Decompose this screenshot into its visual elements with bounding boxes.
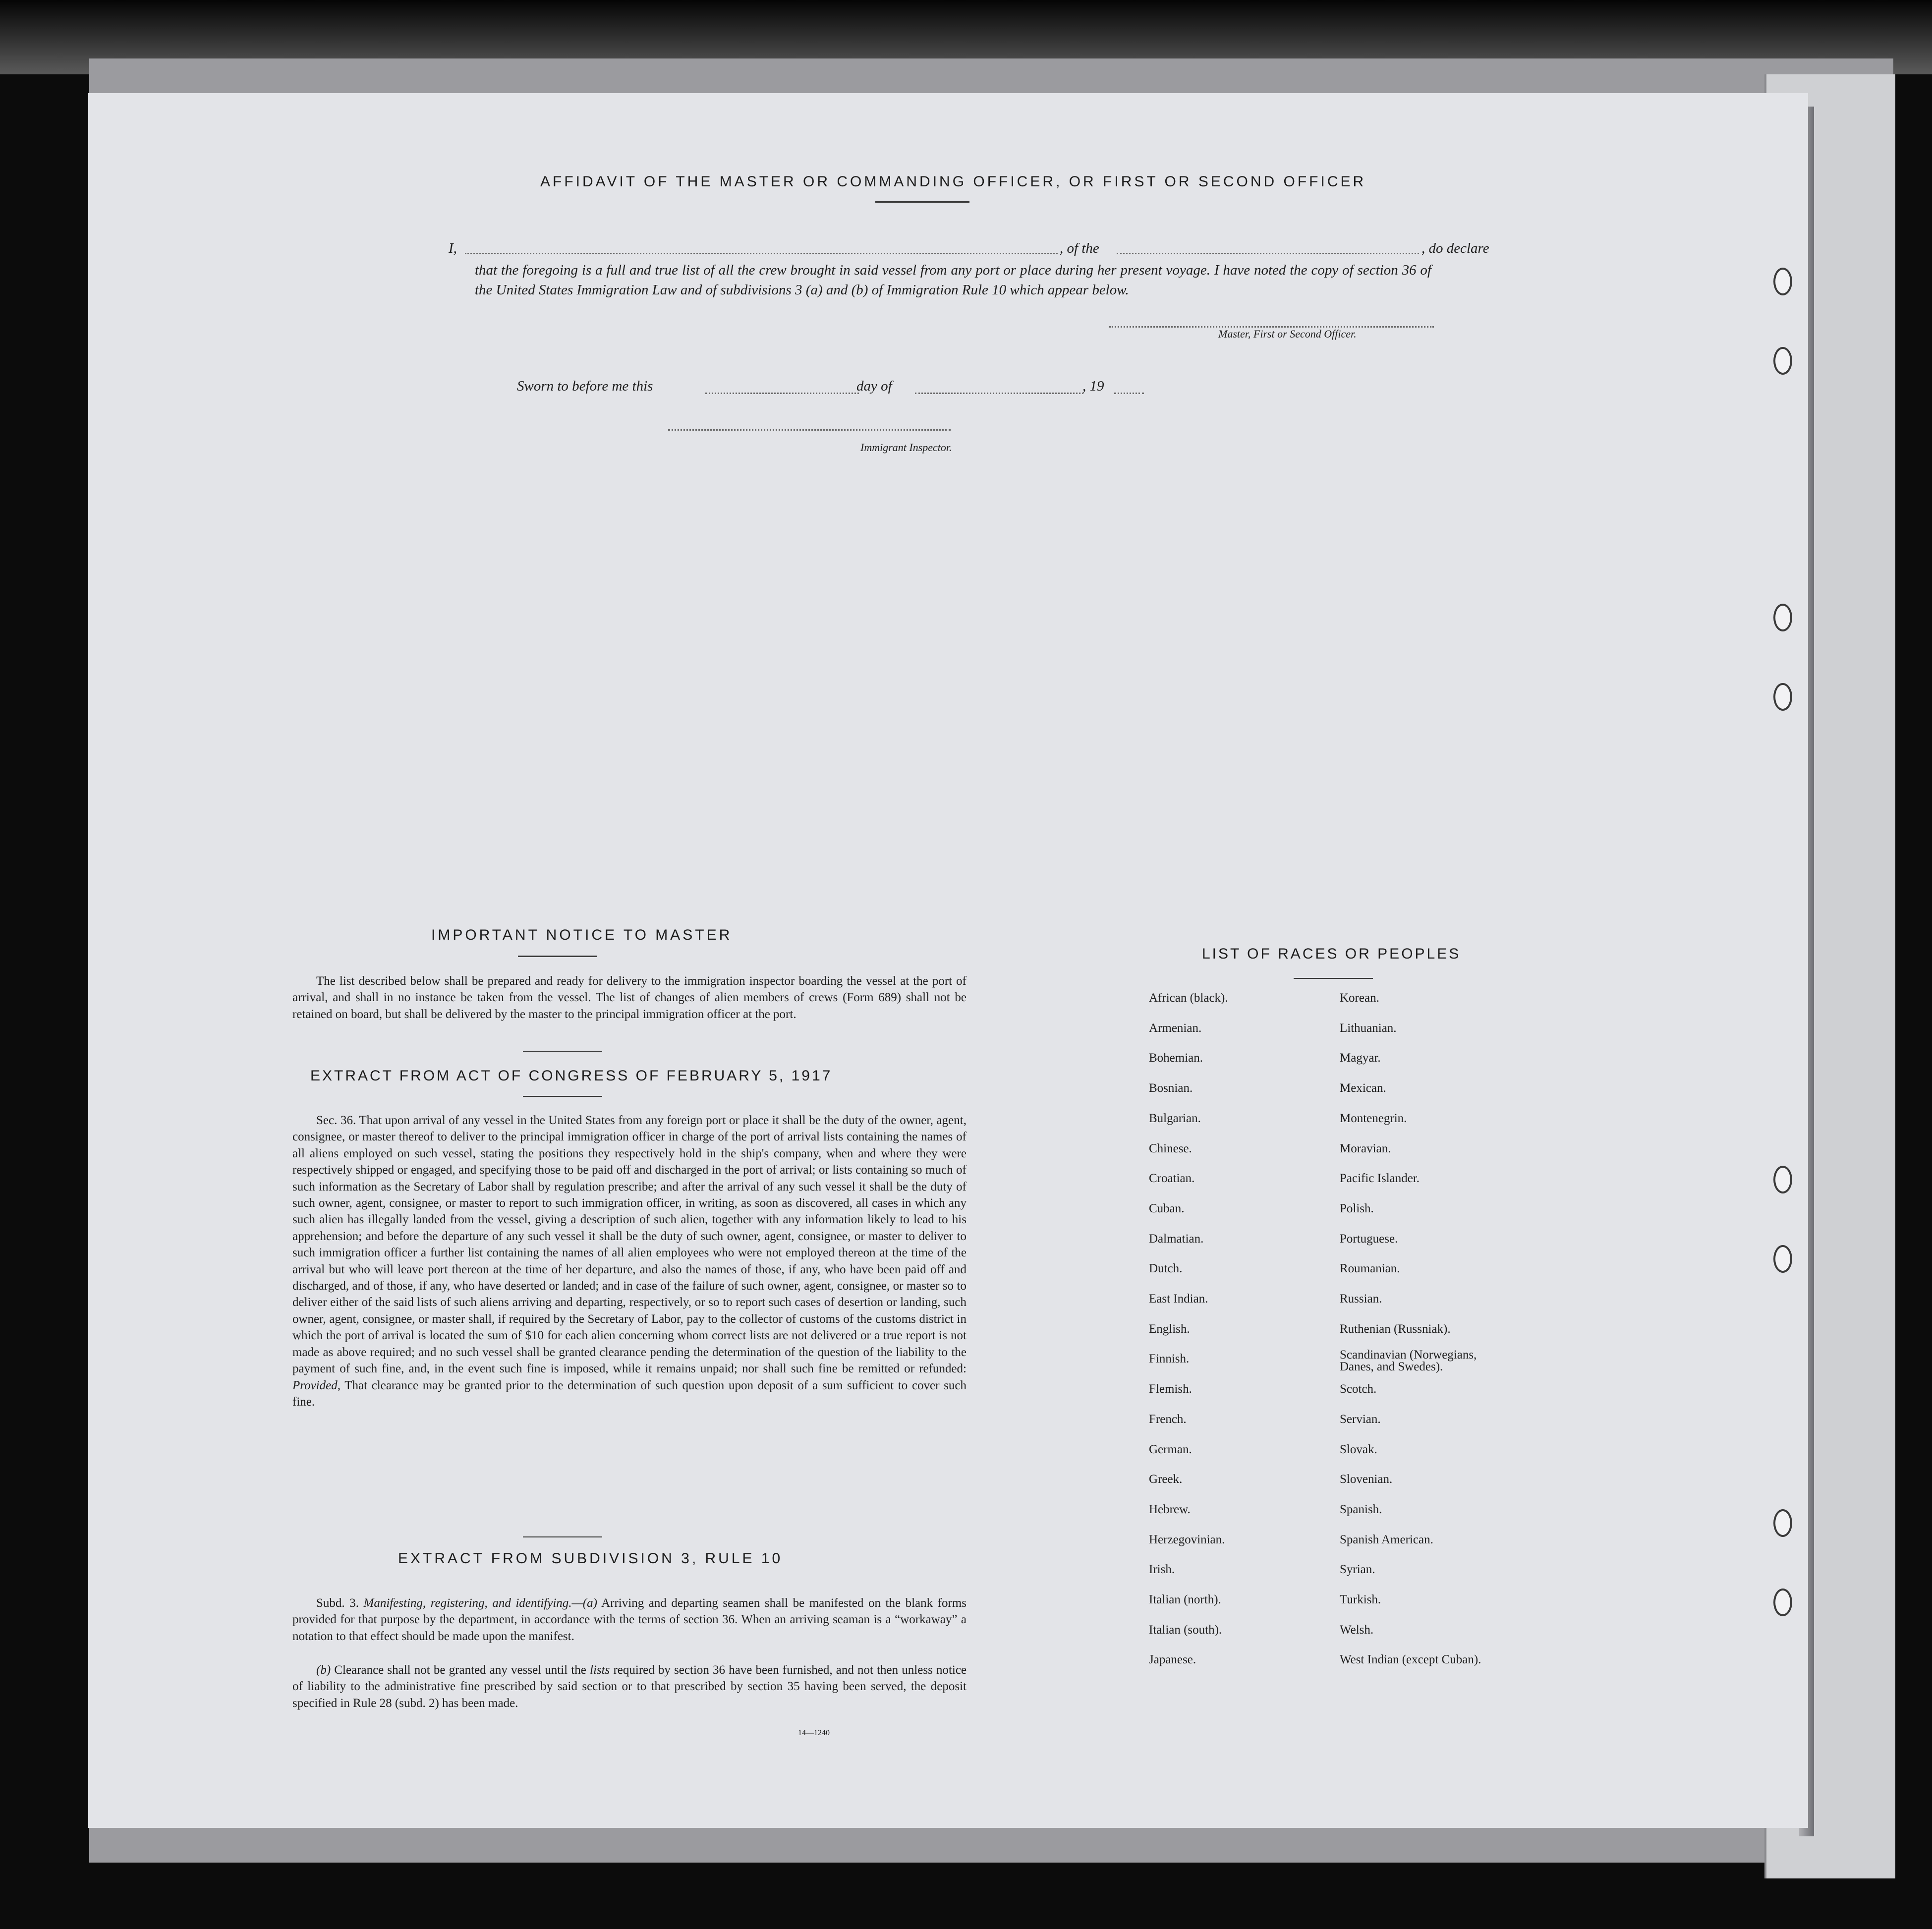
race-item: Bulgarian. [1149,1111,1201,1125]
race-item: English. [1149,1322,1190,1336]
act-section-36 [292,1112,966,1410]
rule10-title: EXTRACT FROM SUBDIVISION 3, RULE 10 [398,1550,783,1567]
race-item: Scandinavian (Norwegians, Danes, and Swedes). [1340,1348,1477,1374]
race-item: Russian. [1340,1292,1382,1305]
race-item: Finnish. [1149,1352,1190,1366]
race-item: Irish. [1149,1563,1175,1577]
race-item: Lithuanian. [1340,1021,1397,1035]
affidavit-of-the-label: , of the [1060,240,1099,256]
inspector-caption: Immigrant Inspector. [860,441,952,454]
race-item: Syrian. [1340,1563,1375,1577]
race-item: Polish. [1340,1201,1374,1215]
affidavit-body: that the foregoing is a full and true list of all the crew brought in said vessel from any port or place during her present voyage. I have noted the copy of section 36 of the United States Immigration Law and of subdivisions 3 (a) and (b) of Immigration Rule 10 which appear below. [475,262,1431,298]
subd-b-label: (b) [316,1663,331,1677]
race-item: Montenegrin. [1340,1111,1407,1125]
rule-top-rule [523,1536,602,1537]
notice-title: IMPORTANT NOTICE TO MASTER [431,927,733,943]
race-item: Japanese. [1149,1653,1196,1667]
race-item: Dutch. [1149,1262,1183,1276]
binder-hole [1773,683,1792,711]
race-item: French. [1149,1412,1187,1426]
document-page [88,93,1808,1828]
race-item: Italian (north). [1149,1593,1221,1606]
affidavit-title-rule [875,201,969,203]
vessel-blank [1117,253,1419,254]
race-item: Hebrew. [1149,1502,1191,1516]
race-item: West Indian (except Cuban). [1340,1653,1481,1667]
race-item: East Indian. [1149,1292,1208,1305]
proviso-label: Provided, [292,1378,341,1392]
act-title: EXTRACT FROM ACT OF CONGRESS OF FEBRUARY 5, 1917 [310,1068,833,1084]
act-top-rule [523,1051,602,1052]
race-item: Magyar. [1340,1051,1381,1065]
race-item: Cuban. [1149,1201,1185,1215]
race-item: Dalmatian. [1149,1232,1204,1246]
race-item: Spanish American. [1340,1532,1433,1546]
race-item: Ruthenian (Russniak). [1340,1322,1451,1336]
proviso-text: That clearance may be granted prior to the determination of such question upon deposit of a sum sufficient to cover such fine. [292,1378,966,1409]
sworn-label: Sworn to before me this [517,378,653,394]
race-item: Scotch. [1340,1382,1377,1396]
race-item: Welsh. [1340,1623,1374,1637]
master-caption: Master, First or Second Officer. [1218,328,1357,340]
race-item: Slovenian. [1340,1473,1393,1486]
binder-hole [1773,268,1792,295]
affidavit-i-label: I, [449,240,457,256]
notice-body: The list described below shall be prepared and ready for delivery to the immigration inspector boarding the vessel at the port of arrival, and shall in no instance be taken from the vessel. The list of changes of alien members of crews (Form 689) shall not be retained on board, but shall be delivered by the master to the principal immigration officer at the port. [292,974,966,1021]
race-item: Chinese. [1149,1141,1192,1155]
race-item: Korean. [1340,991,1379,1005]
binder-hole [1773,1245,1792,1273]
binder-hole [1773,347,1792,375]
affidavit-declare-label: , do declare [1421,240,1489,256]
sworn-year-blank [1114,393,1144,394]
affidavit-title: AFFIDAVIT OF THE MASTER OR COMMANDING OFFICER, OR FIRST OR SECOND OFFICER [540,173,1366,190]
race-item: Turkish. [1340,1593,1381,1606]
subd-heading: Manifesting, registering, and identifying.—(a) [363,1596,597,1610]
binder-hole [1773,1166,1792,1193]
form-number: 14—1240 [798,1729,830,1737]
binder-hole [1773,1589,1792,1616]
subd-b-pre: Clearance shall not be granted any vessel until the [334,1663,586,1677]
binder-hole [1773,1509,1792,1537]
race-item: African (black). [1149,991,1228,1005]
races-title: LIST OF RACES OR PEOPLES [1202,946,1461,962]
rule10-subd-a [292,1595,966,1645]
race-item: Mexican. [1340,1081,1386,1095]
race-item: Greek. [1149,1473,1183,1486]
notice-title-rule [518,956,597,957]
race-item: Flemish. [1149,1382,1192,1396]
subd-a-text: Arriving and departing seamen shall be manifested on the blank forms provided for that purpose by the department, in accordance with the terms of section 36. When an arriving seaman is a “workaway” a notation to that effect should be made upon the manifest. [292,1596,967,1643]
race-item: Armenian. [1149,1021,1202,1035]
race-item: Slovak. [1340,1442,1377,1456]
act-section-label: Sec. 36. [316,1114,356,1127]
race-item: Spanish. [1340,1502,1382,1516]
race-item: Bosnian. [1149,1081,1193,1095]
act-section-text: That upon arrival of any vessel in the United States from any foreign port or place it shall be the duty of the owner, agent, consignee, or master thereof to deliver to the principal immigration officer in charge of the port of arrival lists containing the names of all aliens employed on such vessel, stating the positions they respectively hold in the ship's company, when and where they were respectively shipped or engaged, and specifying those to be paid off and discharged in the port of arrival; or lists containing so much of such information as the Secretary of Labor shall by regulation prescribe; and after the arrival of any such vessel it shall be the duty of such owner, agent, consignee, or master to report to such immigration officer, in writing, as soon as discovered, all cases in which any such alien has illegally landed from the vessel, giving a description of such alien, together with any information likely to lead to his apprehension; and before the departure of any such vessel it shall be the duty of such owner, agent, consignee, or master to deliver to such immigration officer a further list containing the names of all alien employees who were not employed thereon at the time of the arrival but who will leave port thereon at the time of her departure, and also the names of those, if any, who have been paid off and discharged, and of those, if any, who have deserted or landed; and in case of the failure of such owner, agent, consignee, or master so to deliver either of the said lists of such aliens arriving and departing, respectively, or so to report such cases of desertion or landing, such owner, agent, consignee, or master shall, if required by the Secretary of Labor, pay to the collector of customs of the customs district in which the port of arrival is located the sum of $10 for each alien concerning whom correct lists are not delivered or a true report is not made as above required; and no such vessel shall be granted clearance pending the determination of the question of the liability to the payment of such fine, and, in the event such fine is imposed, while it remains unpaid; nor shall such fine be remitted or refunded: [292,1114,966,1376]
subd-b-post: required by section 36 have been furnished, and not then unless notice of liability to the administrative fine prescribed by said section or to that prescribed by section 35 having been served, the deposit specified in Rule 28 (subd. 2) has been made. [292,1663,967,1710]
subd-b-lists: lists [590,1663,610,1677]
year-label: , 19 [1082,378,1104,394]
race-item: Portuguese. [1340,1232,1398,1246]
race-item: Roumanian. [1340,1262,1400,1276]
race-item: German. [1149,1442,1192,1456]
subd-label: Subd. 3. [316,1596,359,1610]
binder-hole [1773,604,1792,631]
race-item: Croatian. [1149,1172,1195,1186]
races-title-rule [1294,978,1373,979]
sworn-day-blank [705,393,859,394]
race-item: Herzegovinian. [1149,1532,1225,1546]
inspector-signature-line [668,429,951,431]
race-item: Italian (south). [1149,1623,1222,1637]
sworn-month-blank [915,393,1083,394]
race-item: Bohemian. [1149,1051,1203,1065]
day-of-label: day of [856,378,892,394]
race-item: Servian. [1340,1412,1381,1426]
race-item: Moravian. [1340,1141,1391,1155]
rule10-subd-b [292,1662,966,1711]
act-title-rule [523,1096,602,1097]
name-blank [465,253,1058,254]
race-item: Pacific Islander. [1340,1172,1420,1186]
